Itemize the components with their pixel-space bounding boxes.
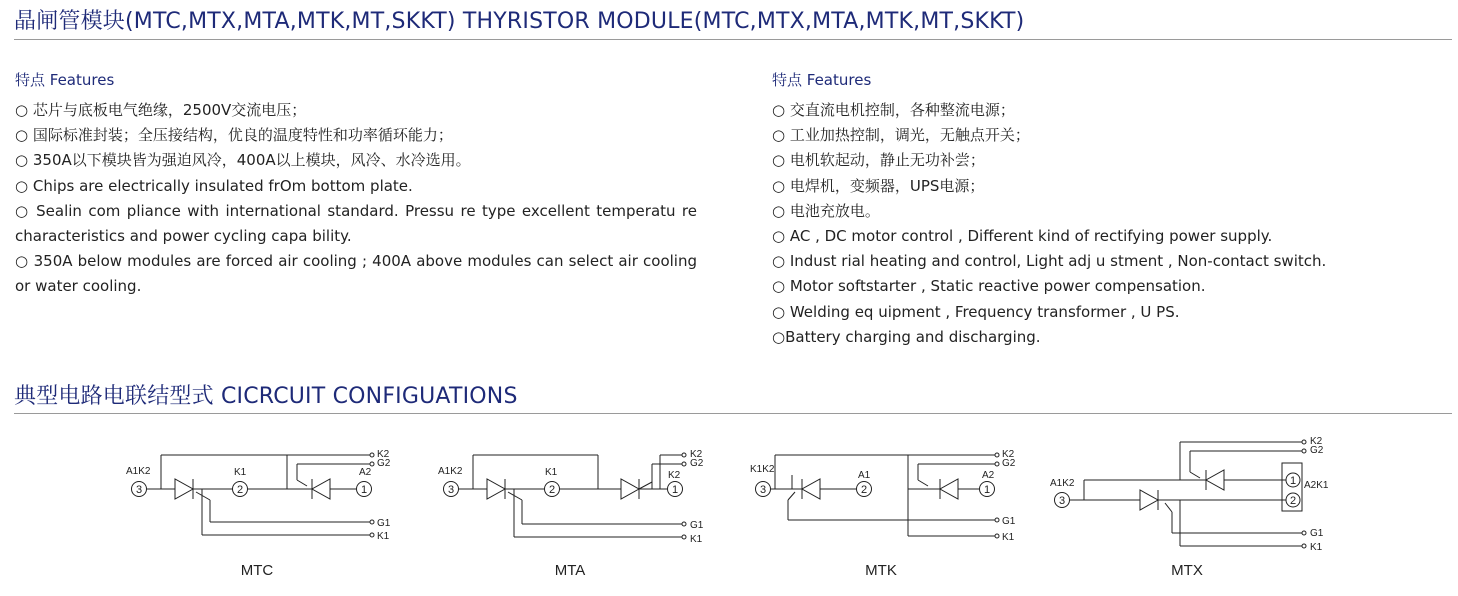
list-item: ○Battery charging and discharging. — [772, 327, 1041, 346]
terminal-number: 2 — [860, 484, 868, 496]
list-item: ○ 电池充放电。 — [772, 201, 880, 220]
list-item: ○ 国际标准封装；全压接结构，优良的温度特性和功率循环能力； — [15, 126, 453, 145]
list-item: ○ 电焊机，变频器，UPS电源； — [772, 176, 985, 195]
terminal-number: 3 — [135, 484, 143, 496]
label-g1: G1 — [1310, 528, 1324, 539]
thyristor-symbol — [175, 479, 193, 499]
list-item: ○ AC , DC motor control , Different kind of rectifying power supply. — [772, 227, 1273, 246]
page-title: 晶闸管模块(MTC,MTX,MTA,MTK,MT,SKKT) THYRISTOR MODULE(MTC,MTX,MTA,MTK,MT,SKKT) — [14, 9, 1025, 34]
list-item: ○ 350A below modules are forced air cooling ; 400A above modules can select air cooling or water cooling. — [15, 252, 697, 296]
terminal-number: 3 — [759, 484, 767, 496]
label-k1k2: K1K2 — [750, 464, 775, 475]
terminal-number: 1 — [671, 484, 679, 496]
label-k1: K1 — [545, 467, 558, 478]
circuits-divider — [14, 413, 1452, 414]
circuit-mtk — [750, 449, 1016, 579]
list-item: ○ Welding eq uipment , Frequency transformer , U PS. — [772, 302, 1180, 321]
terminal-number: 2 — [1289, 495, 1297, 507]
features-left-list — [15, 98, 697, 300]
label-k2: K2 — [377, 449, 390, 460]
label-a2: A2 — [359, 467, 372, 478]
list-item: ○ Motor softstarter , Static reactive power compensation. — [772, 277, 1206, 296]
circuits-heading: 典型电路电联结型式 CICRCUIT CONFIGUATIONS — [14, 384, 518, 409]
label-g1: G1 — [690, 520, 704, 531]
thyristor-symbol — [487, 479, 505, 499]
label-a2k1: A2K1 — [1304, 480, 1329, 491]
thyristor-symbol — [1206, 470, 1224, 490]
caption-mtx: MTX — [1171, 562, 1203, 579]
label-k2: K2 — [1002, 449, 1015, 460]
thyristor-symbol — [621, 479, 639, 499]
circuit-mta — [438, 449, 704, 579]
label-k1-pin: K1 — [1002, 532, 1015, 543]
thyristor-symbol — [802, 479, 820, 499]
label-k2-terminal: K2 — [668, 470, 681, 481]
title-divider — [14, 39, 1452, 40]
label-k1-pin: K1 — [690, 534, 703, 545]
label-g2: G2 — [1310, 445, 1324, 456]
features-right-heading: 特点 Features — [772, 71, 872, 89]
list-item: ○ 芯片与底板电气绝缘，2500V交流电压； — [15, 101, 307, 119]
label-k1-pin: K1 — [377, 531, 390, 542]
circuit-mtx — [1050, 436, 1329, 579]
label-g1: G1 — [1002, 516, 1016, 527]
terminal-number: 2 — [548, 484, 556, 496]
list-item: ○ 电机软起动，静止无功补尝； — [772, 151, 985, 170]
caption-mta: MTA — [554, 562, 586, 579]
label-a2: A2 — [982, 470, 995, 481]
label-a1k2: A1K2 — [438, 466, 463, 477]
terminal-number: 1 — [983, 484, 991, 496]
label-g2: G2 — [690, 458, 704, 469]
label-g2: G2 — [1002, 458, 1016, 469]
label-k2: K2 — [690, 449, 703, 460]
thyristor-symbol — [940, 479, 958, 499]
label-a1: A1 — [858, 470, 871, 481]
terminal-number: 3 — [1058, 495, 1066, 507]
list-item: ○ 350A以下模块皆为强迫风冷，400A以上模块，风冷、水冷选用。 — [15, 151, 471, 170]
terminal-number: 2 — [236, 484, 244, 496]
label-k1: K1 — [234, 467, 247, 478]
features-left-heading: 特点 Features — [15, 71, 115, 89]
terminal-number: 1 — [360, 484, 368, 496]
list-item: ○ 交直流电机控制，各种整流电源； — [772, 101, 1015, 119]
label-k1: K1 — [1310, 542, 1323, 553]
list-item: ○ Chips are electrically insulated frOm bottom plate. — [15, 176, 413, 195]
terminal-number: 1 — [1289, 475, 1297, 487]
label-a1k2: A1K2 — [126, 466, 151, 477]
features-right-list — [772, 98, 1432, 350]
caption-mtc: MTC — [240, 562, 274, 579]
circuit-diagrams — [0, 420, 1458, 596]
list-item: ○ Indust rial heating and control, Light adj u stment , Non-contact switch. — [772, 252, 1327, 271]
label-g2: G2 — [377, 458, 391, 469]
terminal-number: 3 — [447, 484, 455, 496]
thyristor-symbol — [312, 479, 330, 499]
list-item: ○ Sealin com pliance with international standard. Pressu re type excellent temperatu re characteristics and power cycling capa bility. — [15, 201, 697, 246]
caption-mtk: MTK — [865, 562, 897, 579]
label-a1k2: A1K2 — [1050, 478, 1075, 489]
thyristor-symbol — [1140, 490, 1158, 510]
label-k2: K2 — [1310, 436, 1323, 447]
circuit-mtc — [126, 449, 391, 579]
label-g1: G1 — [377, 518, 391, 529]
list-item: ○ 工业加热控制，调光，无触点开关； — [772, 126, 1030, 145]
